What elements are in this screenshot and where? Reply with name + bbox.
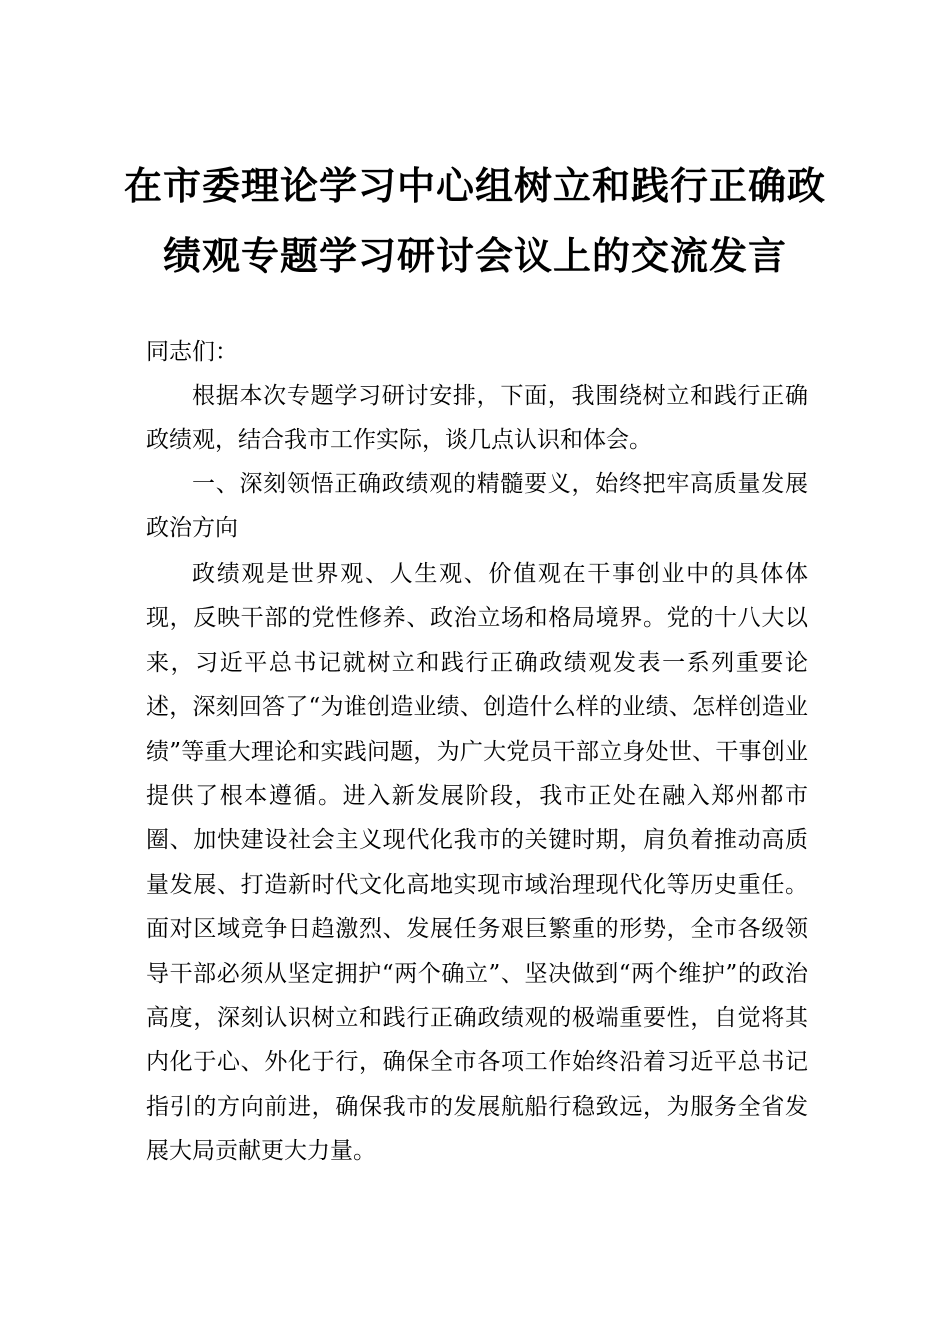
section-1-heading: 一、深刻领悟正确政绩观的精髓要义，始终把牢高质量发展政治方向 bbox=[146, 471, 808, 542]
document-title-line-1: 在市委理论学习中心组树立和践行正确政 bbox=[123, 163, 826, 208]
greeting: 同志们： bbox=[146, 339, 238, 365]
intro-paragraph: 根据本次专题学习研讨安排，下面，我围绕树立和践行正确政绩观，结合我市工作实际，谈几点认识和体会。 bbox=[146, 383, 808, 454]
section-1-paragraph: 政绩观是世界观、人生观、价值观在干事创业中的具体体现，反映干部的党性修养、政治立场和格局境界。党的十八大以来，习近平总书记就树立和践行正确政绩观发表一系列重要论述，深刻回答了“为谁创造业绩、创造什么样的业绩、怎样创造业绩”等重大理论和实践问题，为广大党员干部立身处世、干事创业提供了根本遵循。进入新发展阶段，我市正处在融入郑州都市圈、加快建设社会主义现代化我市的关键时期，肩负着推动高质量发展、打造新时代文化高地实现市域治理现代化等历史重任。面对区域竞争日趋激烈、发展任务艰巨繁重的形势，全市各级领导干部必须从坚定拥护“两个确立”、坚决做到“两个维护”的政治高度，深刻认识树立和践行正确政绩观的极端重要性，自觉将其内化于心、外化于行，确保全市各项工作始终沿着习近平总书记指引的方向前进，确保我市的发展航船行稳致远，为服务全省发展大局贡献更大力量。 bbox=[146, 561, 808, 1165]
document-title-line-2: 绩观专题学习研讨会议上的交流发言 bbox=[162, 233, 787, 278]
